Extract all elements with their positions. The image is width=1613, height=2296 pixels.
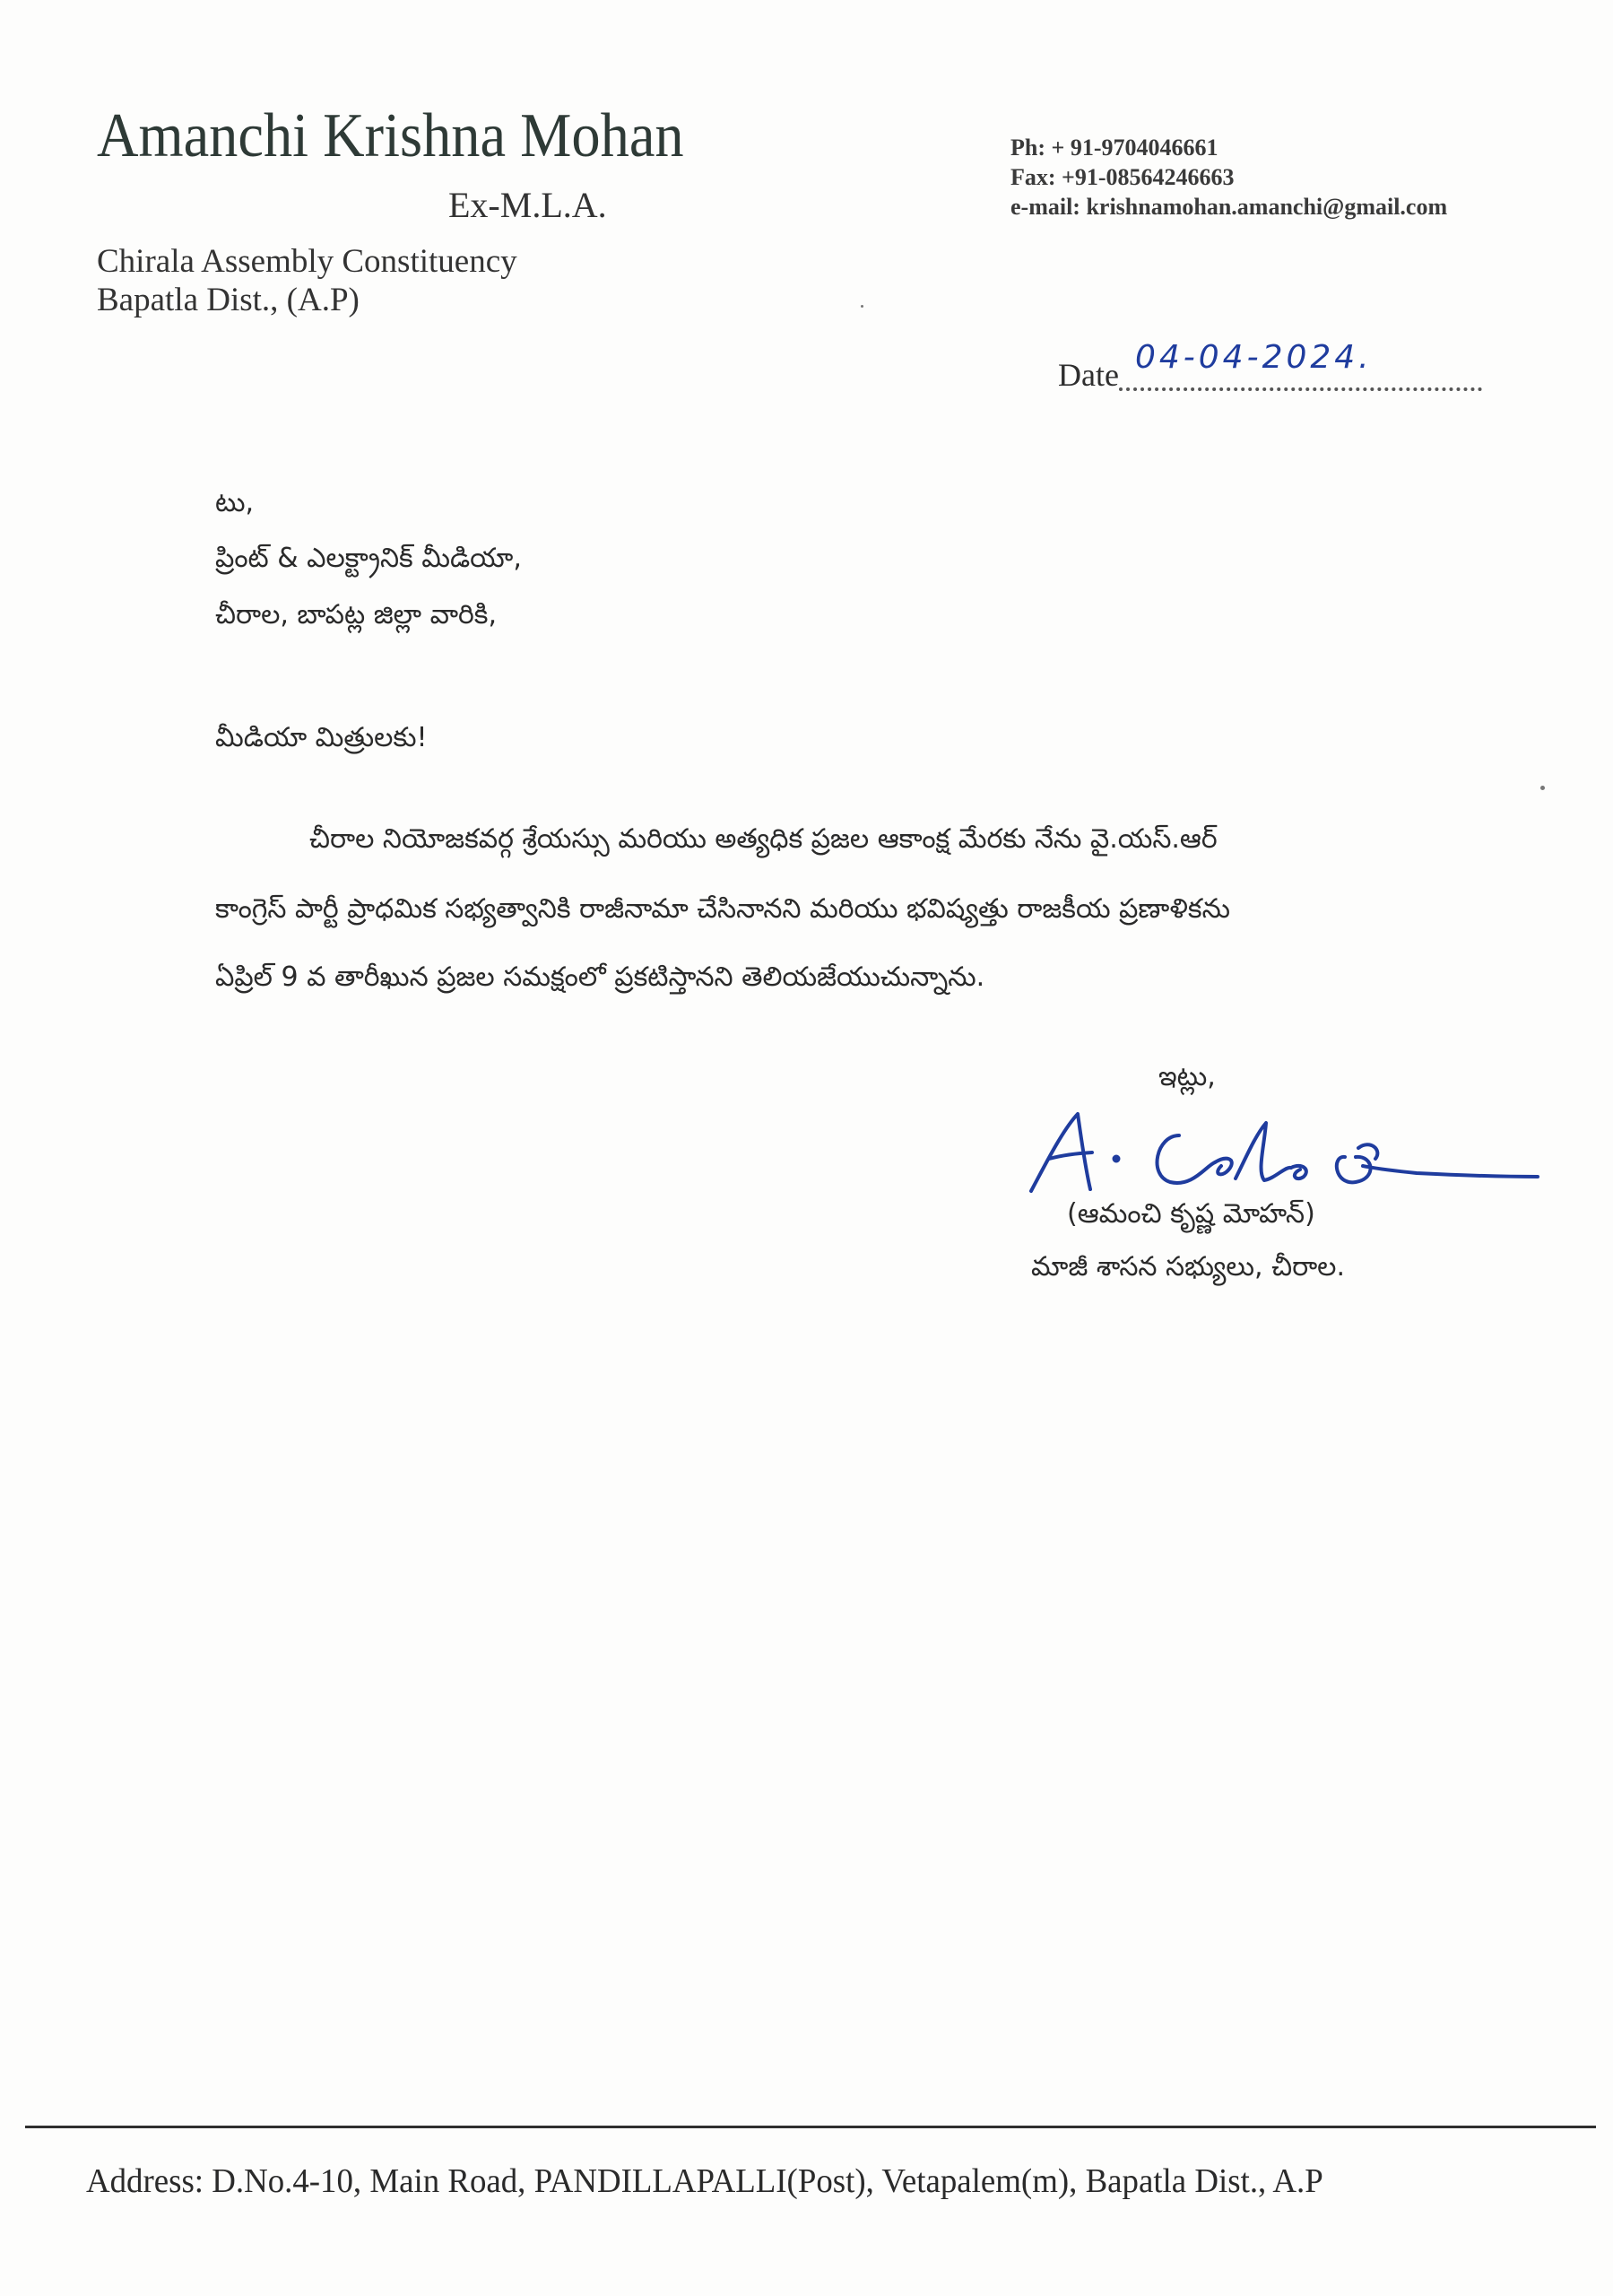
letterhead-name: Amanchi Krishna Mohan <box>97 101 684 170</box>
footer-divider <box>25 2126 1596 2128</box>
body-line-1: చీరాల నియోజకవర్గ శ్రేయస్సు మరియు అత్యధిక ప్రజల ఆకాంక్ష మేరకు నేను వై.యస్.ఆర్ <box>309 823 1218 855</box>
scan-speck <box>1540 786 1545 790</box>
footer-address: Address: D.No.4-10, Main Road, PANDILLAPALLI(Post), Vetapalem(m), Bapatla Dist., A.P <box>86 2162 1323 2200</box>
body-line-2: కాంగ్రెస్ పార్టీ ప్రాధమిక సభ్యత్వానికి రాజీనామా చేసినానని మరియు భవిష్యత్తు రాజకీయ ప్రణాళికను <box>215 893 1231 925</box>
recipient-line-1: ప్రింట్ & ఎలక్ట్రానిక్ మీడియా, <box>215 543 522 574</box>
contact-phone: Ph: + 91-9704046661 <box>1010 135 1218 161</box>
signer-title: మాజీ శాసన సభ్యులు, చీరాల. <box>1031 1251 1345 1283</box>
contact-fax: Fax: +91-08564246663 <box>1010 164 1235 190</box>
letterhead-district: Bapatla Dist., (A.P) <box>97 282 360 318</box>
letterhead-constituency: Chirala Assembly Constituency <box>97 243 517 280</box>
date-field <box>1119 339 1482 391</box>
date-value: 04-04-2024. <box>1134 339 1373 376</box>
recipient-line-2: చీరాల, బాపట్ల జిల్లా వారికి, <box>215 599 497 631</box>
contact-email: e-mail: krishnamohan.amanchi@gmail.com <box>1010 194 1448 220</box>
greeting: మీడియా మిత్రులకు! <box>215 722 428 753</box>
letterhead-title: Ex-M.L.A. <box>448 185 607 225</box>
body-line-3: ఏప్రిల్ 9 వ తారీఖున ప్రజల సమక్షంలో ప్రకటిస్తానని తెలియజేయుచున్నాను. <box>215 961 985 993</box>
closing: ఇట్లు, <box>1158 1061 1216 1092</box>
recipient-to: టు, <box>215 487 255 518</box>
date-label: Date <box>1058 357 1119 393</box>
scan-speck <box>861 305 863 308</box>
letterhead-contact <box>1010 133 1447 222</box>
handwritten-signature <box>1022 1103 1542 1202</box>
date-row <box>1058 339 1482 394</box>
signer-name: (ఆమంచి కృష్ణ మోహన్) <box>1067 1198 1315 1230</box>
